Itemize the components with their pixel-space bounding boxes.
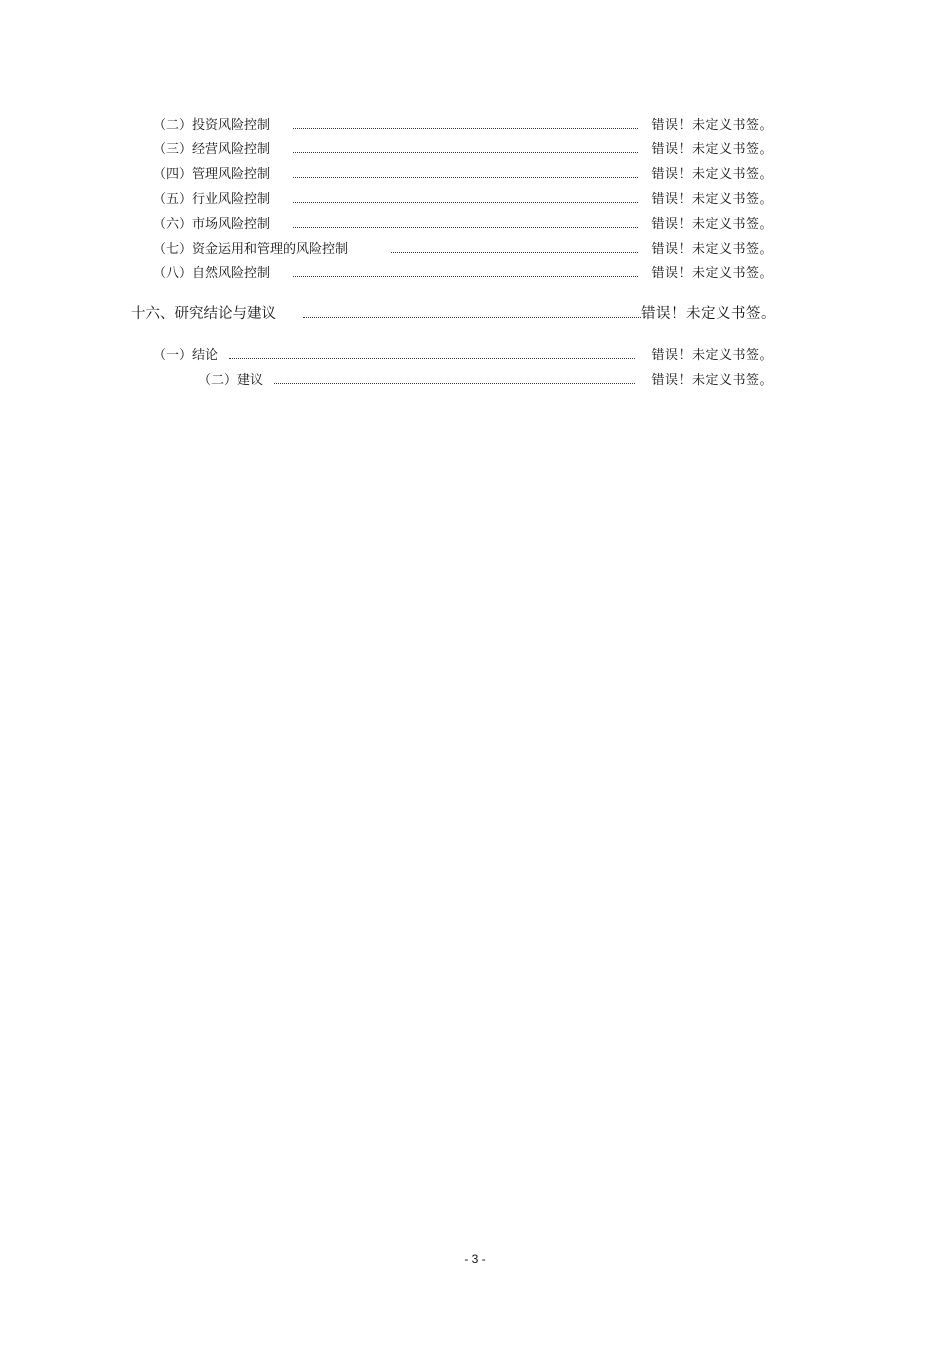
toc-leader-dots [391, 251, 638, 253]
toc-leader-dots [293, 127, 638, 129]
toc-entry-title: （八）自然风险控制 [153, 265, 271, 281]
toc-entry-title: （七）资金运用和管理的风险控制 [153, 241, 349, 257]
toc-entry-investment-risk[interactable] [153, 113, 773, 133]
toc-entry-market-risk[interactable] [153, 212, 773, 232]
toc-entry-title: （一）结论 [153, 347, 219, 363]
toc-leader-dots [293, 176, 638, 178]
toc-entry-fund-risk[interactable] [153, 237, 773, 257]
toc-entry-title: （六）市场风险控制 [153, 216, 271, 232]
toc-entry-title: （五）行业风险控制 [153, 191, 271, 207]
toc-entry-page: 错误！未定义书签。 [651, 141, 773, 157]
toc-entry-page: 错误！未定义书签。 [651, 117, 773, 133]
toc-leader-dots [293, 226, 638, 228]
toc-leader-dots [274, 382, 635, 384]
toc-entry-page: 错误！未定义书签。 [651, 241, 773, 257]
toc-entry-page: 错误！未定义书签。 [651, 347, 773, 363]
toc-entry-title: （二）投资风险控制 [153, 117, 271, 133]
toc-entry-page: 错误！未定义书签。 [651, 166, 773, 182]
toc-entry-conclusion[interactable] [153, 343, 773, 363]
toc-entry-conclusions-chapter[interactable] [131, 302, 776, 322]
toc-entry-natural-risk[interactable] [153, 261, 773, 281]
toc-entry-title: （三）经营风险控制 [153, 141, 271, 157]
toc-entry-operation-risk[interactable] [153, 137, 773, 157]
toc-entry-page: 错误！未定义书签。 [651, 216, 773, 232]
toc-entry-title: 十六、研究结论与建议 [131, 305, 276, 322]
toc-leader-dots [293, 275, 638, 277]
toc-entry-suggestion[interactable] [198, 368, 773, 388]
toc-entry-page: 错误！未定义书签。 [641, 305, 776, 322]
toc-leader-dots [303, 316, 641, 318]
toc-entry-page: 错误！未定义书签。 [651, 372, 773, 388]
toc-entry-industry-risk[interactable] [153, 187, 773, 207]
toc-entry-title: （二）建议 [198, 372, 264, 388]
toc-entry-title: （四）管理风险控制 [153, 166, 271, 182]
toc-leader-dots [293, 151, 638, 153]
page-number: - 3 - [464, 1252, 486, 1266]
toc-entry-page: 错误！未定义书签。 [651, 191, 773, 207]
toc-entry-page: 错误！未定义书签。 [651, 265, 773, 281]
toc-entry-management-risk[interactable] [153, 162, 773, 182]
toc-leader-dots [229, 357, 635, 359]
toc-leader-dots [293, 201, 638, 203]
